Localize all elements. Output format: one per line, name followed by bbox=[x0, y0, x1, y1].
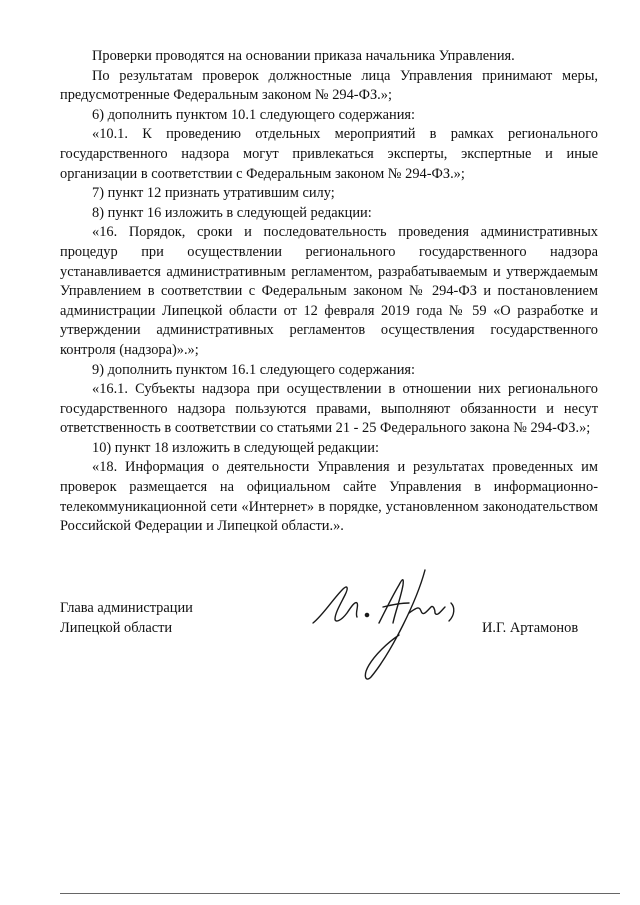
signer-name: И.Г. Артамонов bbox=[482, 620, 579, 636]
position-line-2: Липецкой области bbox=[60, 620, 173, 636]
paragraph-item-9: 9) дополнить пунктом 16.1 следующего содержания: bbox=[92, 361, 416, 378]
signature-icon bbox=[305, 565, 475, 690]
paragraph-item-6: 6) дополнить пунктом 10.1 следующего содержания: bbox=[92, 106, 416, 123]
paragraph-item-10: 10) пункт 18 изложить в следующей редакции: bbox=[92, 439, 379, 456]
paragraph-item-7: 7) пункт 12 признать утратившим силу; bbox=[92, 185, 335, 202]
paragraph-inspection-results: По результатам проверок должностные лица Управления принимают меры, предусмотренные Федеральным законом № 294-ФЗ.»; bbox=[60, 67, 598, 104]
paragraph-clause-10-1: «10.1. К проведению отдельных мероприятий в рамках регионального государственного надзора могут привлекаться эксперты, экспертные и иные организации в соответствии с Федеральным законом № 294-ФЗ.»; bbox=[60, 126, 598, 182]
paragraph-item-8: 8) пункт 16 изложить в следующей редакции: bbox=[92, 204, 372, 221]
document-body bbox=[60, 47, 598, 537]
signatory-position bbox=[60, 598, 193, 638]
paragraph-clause-18: «18. Информация о деятельности Управления и результатах проведенных им проверок размещается на официальном сайте Управления в информационно-телекоммуникационной сети «Интернет» в порядке, установленном законодательством Российской Федерации и Липецкой области.». bbox=[60, 459, 598, 535]
paragraph-clause-16-1: «16.1. Субъекты надзора при осуществлении в отношении них регионального государственного надзора пользуются правами, выполняют обязанности и несут ответственность в соответствии со статьями 21 - 25 Федерального закона № 294-ФЗ.»; bbox=[60, 381, 598, 437]
page-bottom-rule bbox=[60, 893, 620, 894]
paragraph-inspections-basis: Проверки проводятся на основании приказа начальника Управления. bbox=[92, 48, 515, 64]
paragraph-clause-16: «16. Порядок, сроки и последовательность проведения административных процедур при осуществлении регионального государственного надзора устанавливается административным регламентом, разрабатываемым и утверждаемым Управлением в соответствии с Федеральным законом № 294-ФЗ и постановлением администрации Липецкой области от 12 февраля 2019 года № 59 «О разработке и утверждении административных регламентов осуществления государственного контроля (надзора)».»; bbox=[60, 224, 598, 358]
position-line-1: Глава администрации bbox=[60, 600, 193, 616]
